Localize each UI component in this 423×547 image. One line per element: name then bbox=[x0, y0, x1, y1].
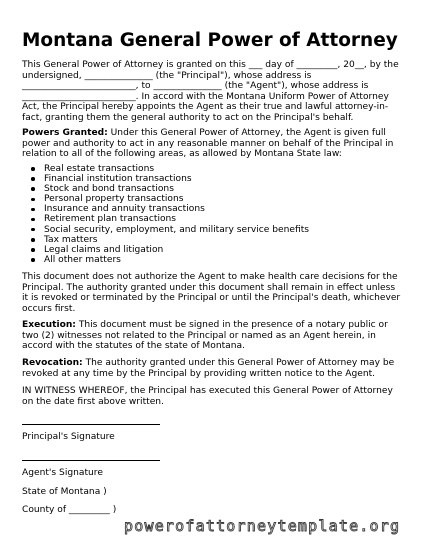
list-item: Stock and bond transactions bbox=[22, 184, 309, 194]
limitation-paragraph: This document does not authorize the Agent to make health care decisions for the Principal. The authority granted under this document shall remain in effect unless it is revoked or terminated by the Principal or until the Principal's death, whichever occurs first. bbox=[22, 272, 401, 314]
list-item: Insurance and annuity transactions bbox=[22, 204, 309, 214]
principal-signature-line[interactable] bbox=[22, 424, 160, 425]
agent-signature-label: Agent's Signature bbox=[22, 468, 103, 478]
execution-heading: Execution: bbox=[22, 320, 76, 330]
revocation-heading: Revocation: bbox=[22, 358, 83, 368]
powers-granted-text: Under this General Power of Attorney, the Agent is given full power and authority to act in any reasonable manner on behalf of the Principal in relation to all of the following areas, as allowed by Montana State law: bbox=[22, 128, 394, 160]
revocation-text: The authority granted under this General Power of Attorney may be revoked at any time by the Principal by providing written notice to the Agent. bbox=[22, 358, 395, 379]
powers-list bbox=[22, 164, 309, 265]
revocation-paragraph bbox=[22, 358, 402, 379]
execution-text: This document must be signed in the presence of a notary public or two (2) witnesses not related to the Principal or named as an Agent herein, in accord with the statutes of the state of Montana. bbox=[22, 320, 388, 352]
list-item: Legal claims and litigation bbox=[22, 245, 309, 255]
execution-paragraph bbox=[22, 320, 402, 352]
list-item: Tax matters bbox=[22, 235, 309, 245]
list-item: Social security, employment, and military service benefits bbox=[22, 225, 309, 235]
list-item: Real estate transactions bbox=[22, 164, 309, 174]
site-watermark: powerofattorneytemplate.org bbox=[124, 517, 401, 535]
powers-granted-paragraph bbox=[22, 128, 402, 160]
principal-signature-label: Principal's Signature bbox=[22, 432, 115, 442]
list-item: All other matters bbox=[22, 255, 309, 265]
county-line: County of _________ ) bbox=[22, 505, 117, 515]
list-item: Retirement plan transactions bbox=[22, 214, 309, 224]
agent-signature-line[interactable] bbox=[22, 460, 160, 461]
document-title: Montana General Power of Attorney bbox=[22, 30, 398, 51]
list-item: Financial institution transactions bbox=[22, 174, 309, 184]
witness-paragraph: IN WITNESS WHEREOF, the Principal has executed this General Power of Attorney on the date first above written. bbox=[22, 386, 393, 407]
list-item: Personal property transactions bbox=[22, 194, 309, 204]
state-line: State of Montana ) bbox=[22, 487, 107, 497]
intro-paragraph: This General Power of Attorney is granted on this ___ day of _________, 20__, by the undersigned, _______________ (the "Principal"), whose address is _________________________, to _______________ (the "Agent"), whose address is _________________________. In accord with the Montana Uniform Power of Attorney Act, the Principal hereby appoints the Agent as their true and lawful attorney-in-fact, granting them the general authority to act on the Principal's behalf. bbox=[22, 60, 399, 123]
powers-granted-heading: Powers Granted: bbox=[22, 128, 108, 138]
